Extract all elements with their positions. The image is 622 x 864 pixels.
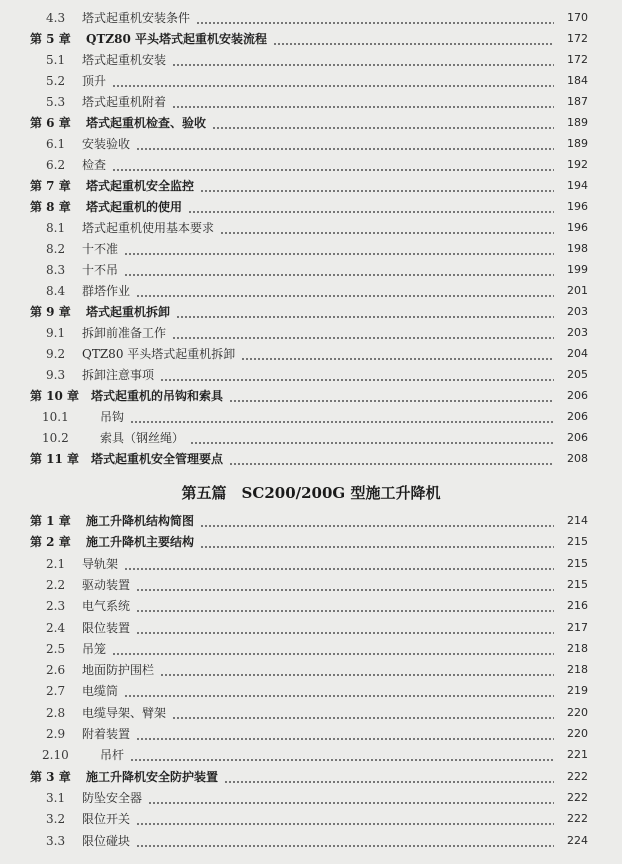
- entry-page-number: 172: [567, 53, 588, 66]
- toc-section-entry[interactable]: [0, 260, 622, 280]
- entry-title: 塔式起重机安装条件: [82, 11, 191, 25]
- toc-chapter-entry[interactable]: [0, 113, 622, 133]
- entry-number: 10.1: [42, 410, 69, 424]
- dot-leader: [112, 71, 554, 91]
- dot-leader: [160, 365, 554, 385]
- entry-page-number: 196: [567, 200, 588, 213]
- toc-section-entry[interactable]: [0, 575, 622, 595]
- dot-leader: [176, 302, 554, 322]
- entry-number: 2.1: [46, 556, 66, 571]
- entry-number: 9.3: [46, 368, 66, 382]
- toc-section-entry[interactable]: [0, 155, 622, 175]
- dot-leader: [172, 703, 554, 723]
- entry-page-number: 224: [567, 833, 588, 847]
- entry-number: 9.2: [46, 347, 66, 361]
- entry-title: 塔式起重机拆卸: [86, 305, 171, 319]
- toc-section-entry[interactable]: [0, 428, 622, 448]
- dot-leader: [124, 681, 554, 701]
- entry-title: 施工升降机主要结构: [86, 535, 195, 550]
- dot-leader: [273, 29, 554, 49]
- entry-page-number: 218: [567, 663, 588, 677]
- entry-number: 第 8 章: [30, 200, 71, 214]
- entry-title: 施工升降机结构简图: [86, 514, 195, 528]
- entry-number: 9.1: [46, 326, 66, 340]
- toc-section-entry[interactable]: [0, 831, 622, 851]
- dot-leader: [136, 831, 554, 851]
- entry-page-number: 203: [567, 305, 588, 318]
- toc-section-entry[interactable]: [0, 554, 622, 574]
- toc-section-entry[interactable]: [0, 660, 622, 680]
- entry-page-number: 219: [567, 684, 588, 698]
- entry-number: 第 3 章: [30, 769, 71, 784]
- toc-section-entry[interactable]: [0, 281, 622, 301]
- toc-section-entry[interactable]: [0, 618, 622, 638]
- entry-number: 2.6: [46, 663, 66, 678]
- entry-title: 施工升降机安全防护装置: [86, 769, 219, 784]
- entry-number: 2.8: [46, 705, 66, 720]
- entry-title: 塔式起重机的使用: [86, 200, 183, 214]
- dot-leader: [190, 428, 554, 448]
- entry-title: QTZ80 平头塔式起重机拆卸: [82, 347, 236, 361]
- dot-leader: [148, 788, 554, 808]
- entry-title: 吊笼: [82, 641, 107, 656]
- entry-title: 附着装置: [82, 727, 131, 741]
- entry-title: 驱动装置: [82, 577, 131, 592]
- entry-number: 第 5 章: [30, 32, 71, 46]
- toc-chapter-entry[interactable]: [0, 29, 622, 49]
- entry-title: 安装验收: [82, 137, 131, 151]
- entry-title: 电气系统: [82, 599, 131, 614]
- entry-page-number: 189: [567, 137, 588, 150]
- entry-number: 2.3: [46, 599, 66, 614]
- toc-section-entry[interactable]: [0, 344, 622, 364]
- dot-leader: [200, 511, 554, 531]
- entry-title: 十不吊: [82, 263, 119, 277]
- dot-leader: [172, 50, 554, 70]
- dot-leader: [130, 745, 554, 765]
- entry-page-number: 201: [567, 284, 588, 297]
- dot-leader: [136, 281, 554, 301]
- entry-number: 3.2: [46, 812, 66, 827]
- entry-number: 第 7 章: [30, 179, 71, 193]
- entry-page-number: 222: [567, 769, 588, 783]
- dot-leader: [172, 323, 554, 343]
- entry-number: 6.2: [46, 158, 66, 172]
- entry-title: 群塔作业: [82, 284, 131, 298]
- entry-number: 2.2: [46, 577, 66, 592]
- entry-page-number: 222: [567, 812, 588, 826]
- entry-number: 2.5: [46, 641, 66, 656]
- entry-page-number: 198: [567, 242, 588, 255]
- entry-number: 第 1 章: [30, 514, 71, 528]
- dot-leader: [224, 767, 554, 787]
- entry-title: 吊杆: [100, 748, 125, 763]
- entry-title: 塔式起重机使用基本要求: [82, 221, 215, 235]
- entry-number: 2.9: [46, 727, 66, 741]
- toc-chapter-entry[interactable]: [0, 511, 622, 531]
- entry-number: 2.10: [42, 748, 69, 763]
- entry-title: 限位开关: [82, 812, 131, 827]
- entry-number: 第 2 章: [30, 535, 71, 550]
- entry-title: 防坠安全器: [82, 790, 143, 805]
- entry-page-number: 206: [567, 431, 588, 444]
- entry-page-number: 215: [567, 556, 588, 570]
- toc-section-entry[interactable]: [0, 92, 622, 112]
- entry-page-number: 184: [567, 74, 588, 87]
- toc-chapter-entry[interactable]: [0, 767, 622, 787]
- entry-page-number: 187: [567, 95, 588, 108]
- entry-number: 8.2: [46, 242, 66, 256]
- toc-section-entry[interactable]: [0, 639, 622, 659]
- entry-number: 第 6 章: [30, 116, 71, 130]
- entry-page-number: 205: [567, 368, 588, 381]
- entry-page-number: 208: [567, 452, 588, 465]
- toc-chapter-entry[interactable]: [0, 532, 622, 552]
- entry-number: 3.3: [46, 833, 66, 848]
- entry-title: 塔式起重机检查、验收: [86, 116, 207, 130]
- entry-number: 8.3: [46, 263, 66, 277]
- dot-leader: [188, 197, 554, 217]
- toc-section-entry[interactable]: [0, 809, 622, 829]
- entry-page-number: 218: [567, 641, 588, 655]
- entry-number: 5.1: [46, 53, 66, 67]
- dot-leader: [229, 449, 554, 469]
- toc-section-entry[interactable]: [0, 50, 622, 70]
- entry-page-number: 170: [567, 11, 588, 24]
- entry-page-number: 221: [567, 748, 588, 762]
- entry-title: 索具（钢丝绳）: [100, 431, 185, 445]
- entry-page-number: 217: [567, 620, 588, 634]
- dot-leader: [136, 724, 554, 744]
- entry-title: 塔式起重机安装: [82, 53, 167, 67]
- entry-number: 第 11 章: [30, 452, 80, 466]
- dot-leader: [241, 344, 554, 364]
- dot-leader: [172, 92, 554, 112]
- toc-section-entry[interactable]: [0, 8, 622, 28]
- entry-page-number: 199: [567, 263, 588, 276]
- toc-section-entry[interactable]: [0, 218, 622, 238]
- entry-title: 塔式起重机安全监控: [86, 179, 195, 193]
- entry-title: 吊钩: [100, 410, 125, 424]
- entry-page-number: 203: [567, 326, 588, 339]
- entry-page-number: 215: [567, 577, 588, 591]
- entry-number: 8.4: [46, 284, 66, 298]
- toc-section-entry[interactable]: [0, 239, 622, 259]
- toc-chapter-entry[interactable]: [0, 197, 622, 217]
- entry-title: 塔式起重机安全管理要点: [91, 452, 224, 466]
- toc-section-entry[interactable]: [0, 745, 622, 765]
- entry-number: 2.4: [46, 620, 66, 635]
- entry-title: QTZ80 平头塔式起重机安装流程: [86, 32, 268, 46]
- toc-section-entry[interactable]: [0, 323, 622, 343]
- entry-title: 导轨架: [82, 556, 119, 571]
- entry-page-number: 194: [567, 179, 588, 192]
- dot-leader: [200, 532, 554, 552]
- entry-number: 6.1: [46, 137, 66, 151]
- dot-leader: [136, 575, 554, 595]
- dot-leader: [160, 660, 554, 680]
- toc-chapter-entry[interactable]: [0, 176, 622, 196]
- entry-page-number: 172: [567, 32, 588, 45]
- entry-number: 4.3: [46, 11, 66, 25]
- entry-title: 顶升: [82, 74, 107, 88]
- dot-leader: [124, 260, 554, 280]
- entry-page-number: 196: [567, 221, 588, 234]
- entry-page-number: 214: [567, 514, 588, 527]
- entry-page-number: 189: [567, 116, 588, 129]
- entry-title: 电缆导架、臂架: [82, 705, 167, 720]
- toc-section-entry[interactable]: [0, 71, 622, 91]
- entry-title: 塔式起重机附着: [82, 95, 167, 109]
- entry-title: 限位装置: [82, 620, 131, 635]
- dot-leader: [124, 239, 554, 259]
- entry-title: 十不准: [82, 242, 119, 256]
- dot-leader: [112, 639, 554, 659]
- toc-section-entry[interactable]: [0, 681, 622, 701]
- entry-title: 限位碰块: [82, 833, 131, 848]
- entry-page-number: 192: [567, 158, 588, 171]
- entry-number: 第 9 章: [30, 305, 71, 319]
- entry-page-number: 206: [567, 389, 588, 402]
- dot-leader: [136, 134, 554, 154]
- toc-chapter-entry[interactable]: [0, 386, 622, 406]
- dot-leader: [136, 618, 554, 638]
- toc-chapter-entry[interactable]: [0, 302, 622, 322]
- dot-leader: [220, 218, 554, 238]
- entry-number: 10.2: [42, 431, 69, 445]
- dot-leader: [124, 554, 554, 574]
- entry-page-number: 216: [567, 599, 588, 613]
- entry-title: 地面防护围栏: [82, 663, 155, 678]
- entry-page-number: 204: [567, 347, 588, 360]
- entry-page-number: 206: [567, 410, 588, 423]
- entry-number: 2.7: [46, 684, 66, 699]
- toc-section-entry[interactable]: [0, 365, 622, 385]
- entry-number: 3.1: [46, 790, 66, 805]
- toc-section-entry[interactable]: [0, 407, 622, 427]
- entry-title: 检查: [82, 158, 107, 172]
- dot-leader: [229, 386, 554, 406]
- entry-title: 拆卸前准备工作: [82, 326, 167, 340]
- dot-leader: [136, 596, 554, 616]
- entry-number: 5.2: [46, 74, 66, 88]
- entry-page-number: 222: [567, 790, 588, 804]
- dot-leader: [136, 809, 554, 829]
- toc-section-entry[interactable]: [0, 788, 622, 808]
- dot-leader: [130, 407, 554, 427]
- dot-leader: [200, 176, 554, 196]
- entry-page-number: 220: [567, 705, 588, 719]
- toc-section-entry[interactable]: [0, 703, 622, 723]
- toc-section-entry[interactable]: [0, 596, 622, 616]
- entry-page-number: 220: [567, 727, 588, 740]
- entry-title: 塔式起重机的吊钩和索具: [91, 389, 224, 403]
- part-title: 第五篇 SC200/200G 型施工升降机: [181, 484, 441, 502]
- toc-section-entry[interactable]: [0, 134, 622, 154]
- dot-leader: [196, 8, 554, 28]
- dot-leader: [212, 113, 554, 133]
- entry-title: 电缆筒: [82, 684, 119, 699]
- toc-chapter-entry[interactable]: [0, 449, 622, 469]
- entry-title: 拆卸注意事项: [82, 368, 155, 382]
- entry-number: 8.1: [46, 221, 66, 235]
- entry-page-number: 215: [567, 535, 588, 549]
- dot-leader: [112, 155, 554, 175]
- toc-section-entry[interactable]: [0, 724, 622, 744]
- entry-number: 第 10 章: [30, 389, 80, 403]
- entry-number: 5.3: [46, 95, 66, 109]
